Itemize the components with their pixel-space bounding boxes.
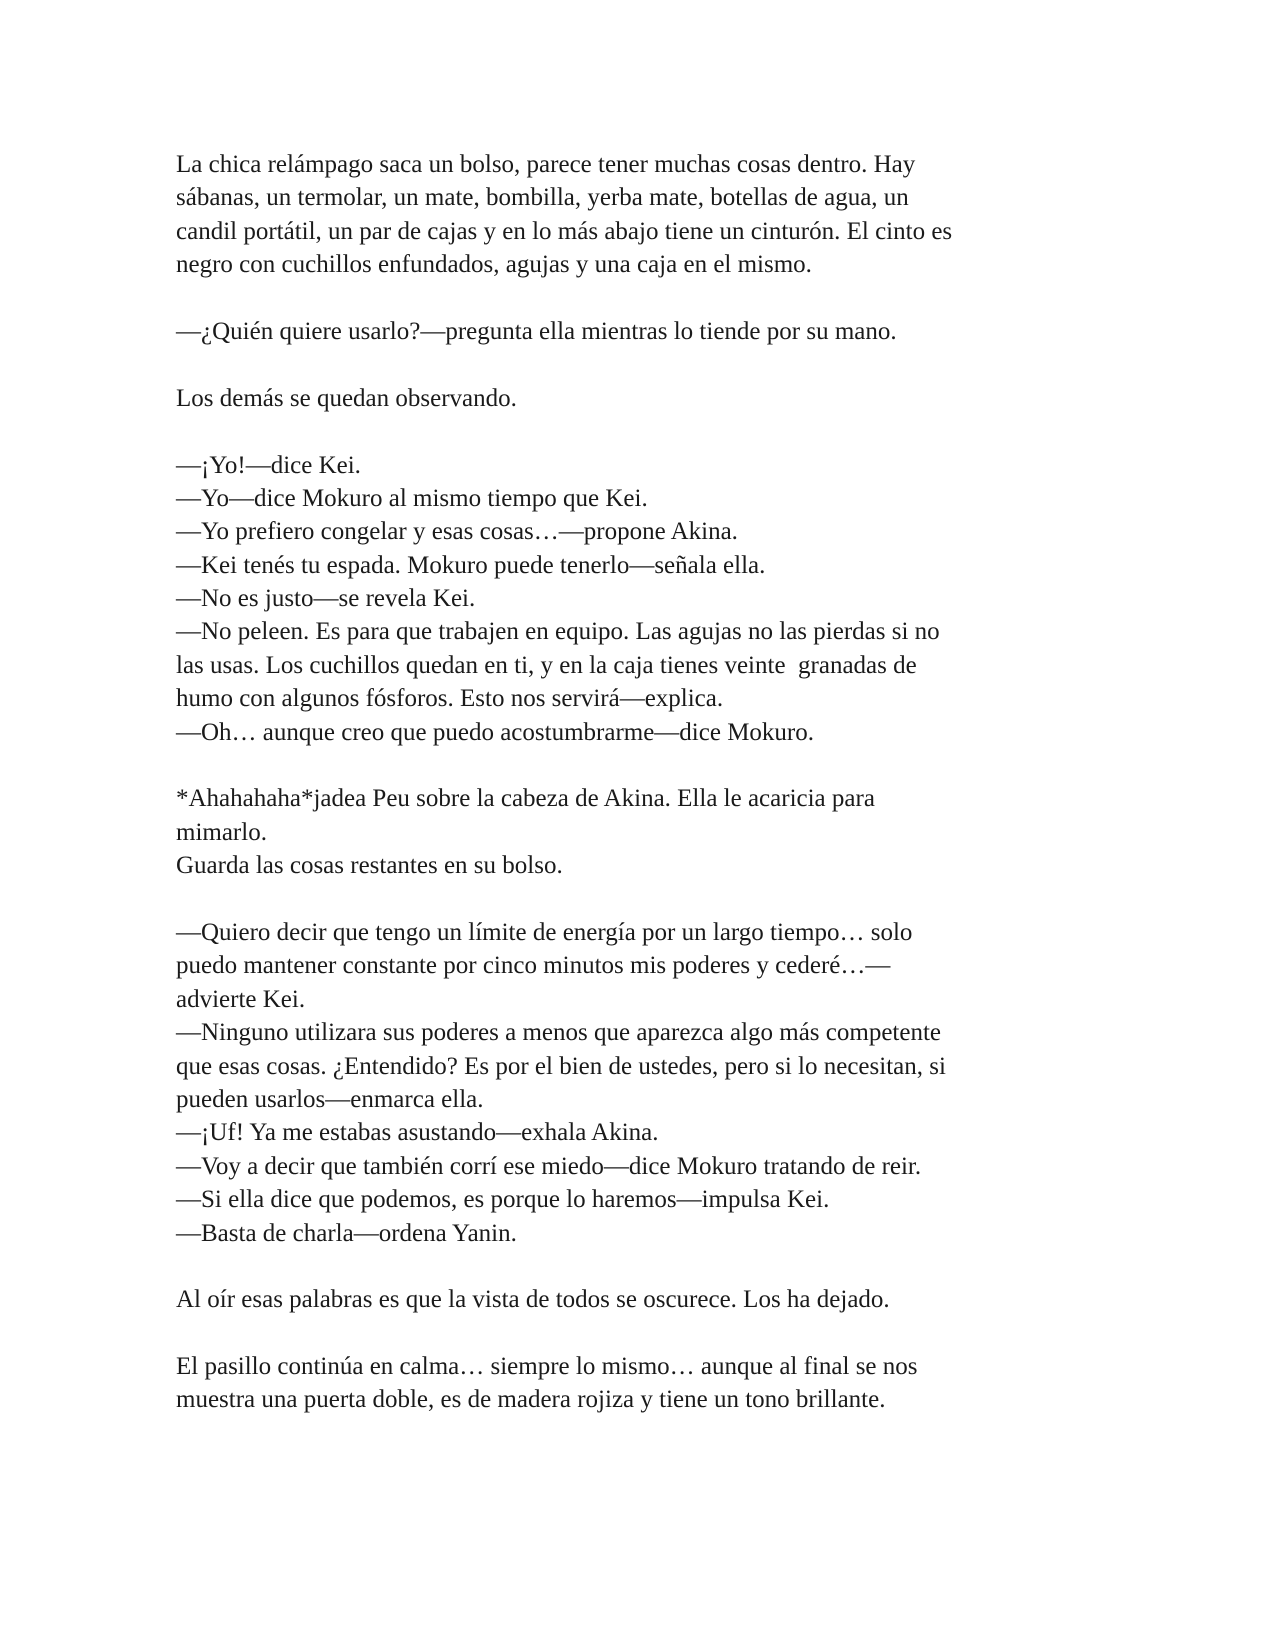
text-line: —No peleen. Es para que trabajen en equipo. Las agujas no las pierdas si no bbox=[176, 618, 940, 646]
text-line: —Kei tenés tu espada. Mokuro puede tenerlo—señala ella. bbox=[176, 551, 766, 579]
blank-line bbox=[176, 282, 1096, 315]
blank-line bbox=[176, 415, 1096, 448]
text-line: muestra una puerta doble, es de madera rojiza y tiene un tono brillante. bbox=[176, 1386, 886, 1414]
text-line: candil portátil, un par de cajas y en lo más abajo tiene un cinturón. El cinto es bbox=[176, 217, 953, 245]
text-line: —Oh… aunque creo que puedo acostumbrarme—dice Mokuro. bbox=[176, 718, 815, 746]
text-line: —No es justo—se revela Kei. bbox=[176, 585, 476, 613]
text-line: que esas cosas. ¿Entendido? Es por el bien de ustedes, pero si lo necesitan, si bbox=[176, 1052, 946, 1080]
text-line: humo con algunos fósforos. Esto nos servirá—explica. bbox=[176, 685, 724, 713]
text-line: sábanas, un termolar, un mate, bombilla, yerba mate, botellas de agua, un bbox=[176, 184, 909, 212]
text-line: advierte Kei. bbox=[176, 985, 306, 1013]
text-line: —¡Yo!—dice Kei. bbox=[176, 451, 361, 479]
text-line: Al oír esas palabras es que la vista de todos se oscurece. Los ha dejado. bbox=[176, 1286, 890, 1314]
text-line: El pasillo continúa en calma… siempre lo mismo… aunque al final se nos bbox=[176, 1353, 918, 1381]
text-line: —Yo prefiero congelar y esas cosas…—propone Akina. bbox=[176, 518, 738, 546]
document-body bbox=[176, 148, 1096, 1417]
text-line: pueden usarlos—enmarca ella. bbox=[176, 1085, 484, 1113]
text-line: las usas. Los cuchillos quedan en ti, y en la caja tienes veinte granadas de bbox=[176, 651, 917, 679]
blank-line bbox=[176, 749, 1096, 782]
text-line: —¿Quién quiere usarlo?—pregunta ella mientras lo tiende por su mano. bbox=[176, 317, 897, 345]
blank-line bbox=[176, 883, 1096, 916]
text-line: —¡Uf! Ya me estabas asustando—exhala Akina. bbox=[176, 1119, 659, 1147]
text-line: —Si ella dice que podemos, es porque lo haremos—impulsa Kei. bbox=[176, 1186, 830, 1214]
text-line: mimarlo. bbox=[176, 818, 267, 846]
text-line: —Quiero decir que tengo un límite de energía por un largo tiempo… solo bbox=[176, 918, 913, 946]
text-line: —Voy a decir que también corrí ese miedo—dice Mokuro tratando de reir. bbox=[176, 1152, 922, 1180]
blank-line bbox=[176, 1317, 1096, 1350]
text-line: negro con cuchillos enfundados, agujas y una caja en el mismo. bbox=[176, 251, 812, 279]
text-line: Guarda las cosas restantes en su bolso. bbox=[176, 852, 563, 880]
text-line: puedo mantener constante por cinco minutos mis poderes y cederé…— bbox=[176, 952, 891, 980]
text-line: Los demás se quedan observando. bbox=[176, 384, 517, 412]
blank-line bbox=[176, 1250, 1096, 1283]
text-line: La chica relámpago saca un bolso, parece tener muchas cosas dentro. Hay bbox=[176, 151, 916, 178]
blank-line bbox=[176, 348, 1096, 381]
text-line: —Basta de charla—ordena Yanin. bbox=[176, 1219, 517, 1247]
text-line: —Yo—dice Mokuro al mismo tiempo que Kei. bbox=[176, 484, 648, 512]
text-line: *Ahahahaha*jadea Peu sobre la cabeza de Akina. Ella le acaricia para bbox=[176, 785, 875, 813]
text-line: —Ninguno utilizara sus poderes a menos que aparezca algo más competente bbox=[176, 1019, 942, 1047]
